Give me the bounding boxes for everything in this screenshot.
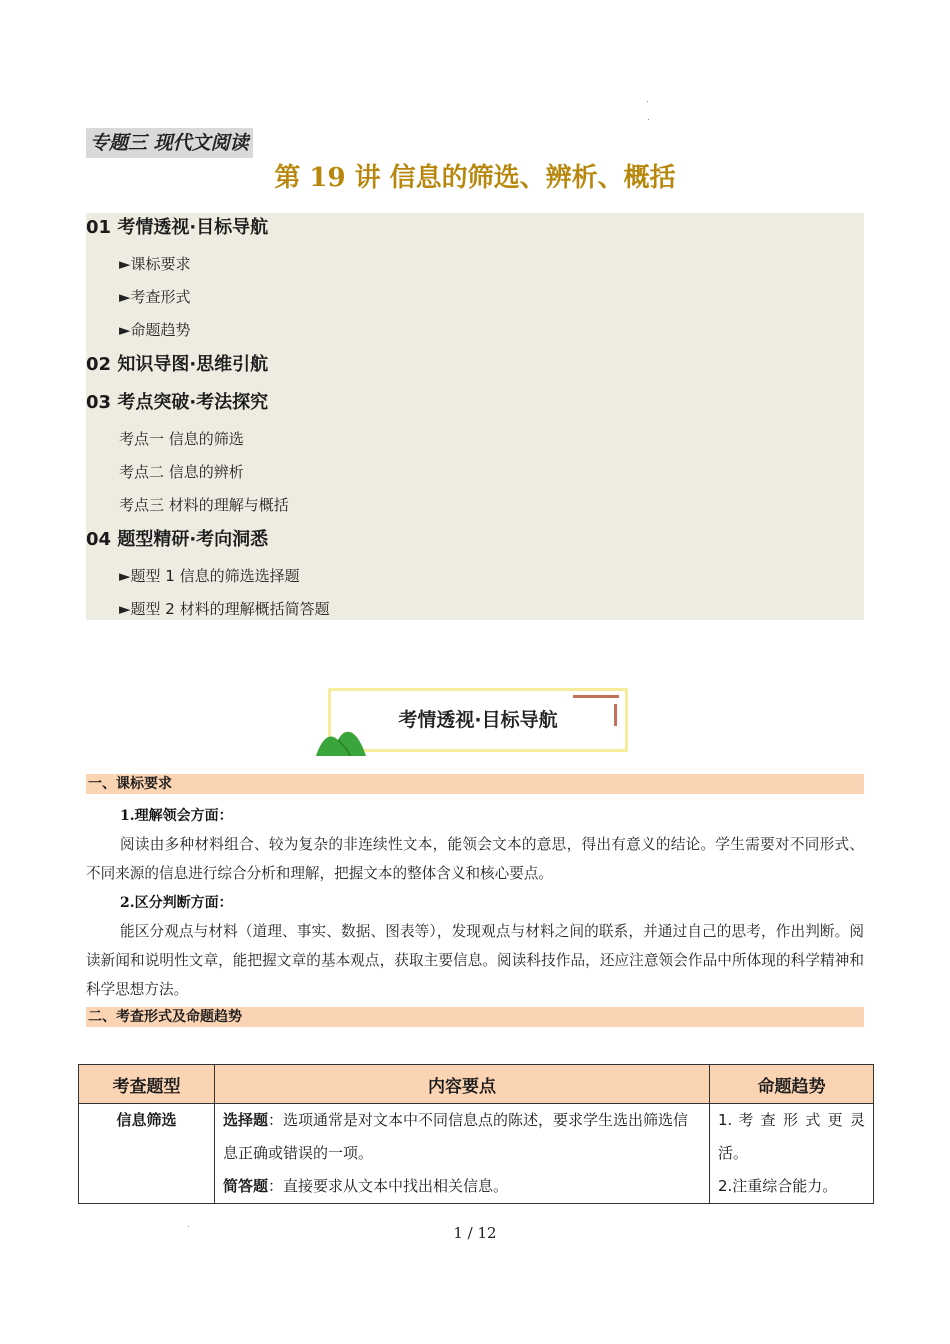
trend-item-1: 1. 考 查 形 式 更 灵 活。 <box>718 1111 865 1162</box>
topic-label: 专题三 现代文阅读 <box>86 128 253 158</box>
cell-points <box>215 1104 710 1204</box>
table-header-row <box>79 1065 874 1104</box>
subheading-understanding: 1.理解领会方面： <box>120 808 233 824</box>
column-header-trend: 命题趋势 <box>710 1065 874 1104</box>
paragraph-judgement: 能区分观点与材料（道理、事实、数据、图表等），发现观点与材料之间的联系，并通过自己的思考，作出判断。阅读新闻和说明性文章，能把握文章的基本观点，获取主要信息。阅读科技作品，还应注意领会作品中所体现的科学精神和科学思想方法。 <box>86 923 864 998</box>
point-choice-label: 选择题 <box>223 1111 269 1129</box>
point-choice-text: ：选项通常是对文本中不同信息点的陈述，要求学生选出筛选信息正确或错误的一项。 <box>223 1111 689 1162</box>
banner-accent-line <box>573 695 619 698</box>
toc-item-point-2[interactable]: 考点二 信息的辨析 <box>119 463 244 481</box>
toc-item-trend[interactable]: ►命题趋势 <box>119 321 191 339</box>
exam-form-table <box>78 1064 874 1204</box>
point-short-answer <box>223 1170 701 1203</box>
scan-dot <box>648 119 649 120</box>
trend-item-2: 2.注重综合能力。 <box>718 1177 838 1195</box>
banner-accent-line <box>614 704 617 726</box>
cell-type: 信息筛选 <box>79 1104 215 1204</box>
toc-section-1[interactable]: 01 考情透视·目标导航 <box>86 217 269 238</box>
toc-section-4[interactable]: 04 题型精研·考向洞悉 <box>86 529 269 550</box>
point-short-label: 简答题 <box>223 1177 269 1195</box>
cell-trend <box>710 1104 874 1204</box>
toc-section-2[interactable]: 02 知识导图·思维引航 <box>86 354 269 375</box>
subheading-judgement: 2.区分判断方面： <box>120 895 233 911</box>
toc-section-3[interactable]: 03 考点突破·考法探究 <box>86 392 269 413</box>
banner-title: 考情透视·目标导航 <box>398 709 558 731</box>
page-number: 1 / 12 <box>453 1224 497 1242</box>
point-choice <box>223 1104 701 1170</box>
toc-item-exam-form[interactable]: ►考查形式 <box>119 288 191 306</box>
toc-item-type-2[interactable]: ►题型 2 材料的理解概括简答题 <box>119 600 330 618</box>
column-header-type: 考查题型 <box>79 1065 215 1104</box>
toc-item-course-standard[interactable]: ►课标要求 <box>119 255 191 273</box>
toc-item-point-3[interactable]: 考点三 材料的理解与概括 <box>119 496 289 514</box>
table-of-contents <box>86 213 864 620</box>
section-heading-exam-form: 二、考查形式及命题趋势 <box>86 1007 864 1027</box>
paragraph-understanding: 阅读由多种材料组合、较为复杂的非连续性文本，能领会文本的意思，得出有意义的结论。学生需要对不同形式、不同来源的信息进行综合分析和理解，把握文本的整体含义和核心要点。 <box>86 836 864 882</box>
lecture-title: 第 19 讲 信息的筛选、辨析、概括 <box>274 163 676 193</box>
toc-item-point-1[interactable]: 考点一 信息的筛选 <box>119 430 244 448</box>
column-header-points: 内容要点 <box>215 1065 710 1104</box>
scan-dot <box>647 101 648 102</box>
mountain-icon <box>314 724 370 758</box>
point-short-text: ：直接要求从文本中找出相关信息。 <box>268 1177 509 1195</box>
section-banner <box>328 688 628 752</box>
toc-item-type-1[interactable]: ►题型 1 信息的筛选选择题 <box>119 567 300 585</box>
section-heading-standards: 一、课标要求 <box>86 774 864 794</box>
table-row <box>79 1104 874 1204</box>
